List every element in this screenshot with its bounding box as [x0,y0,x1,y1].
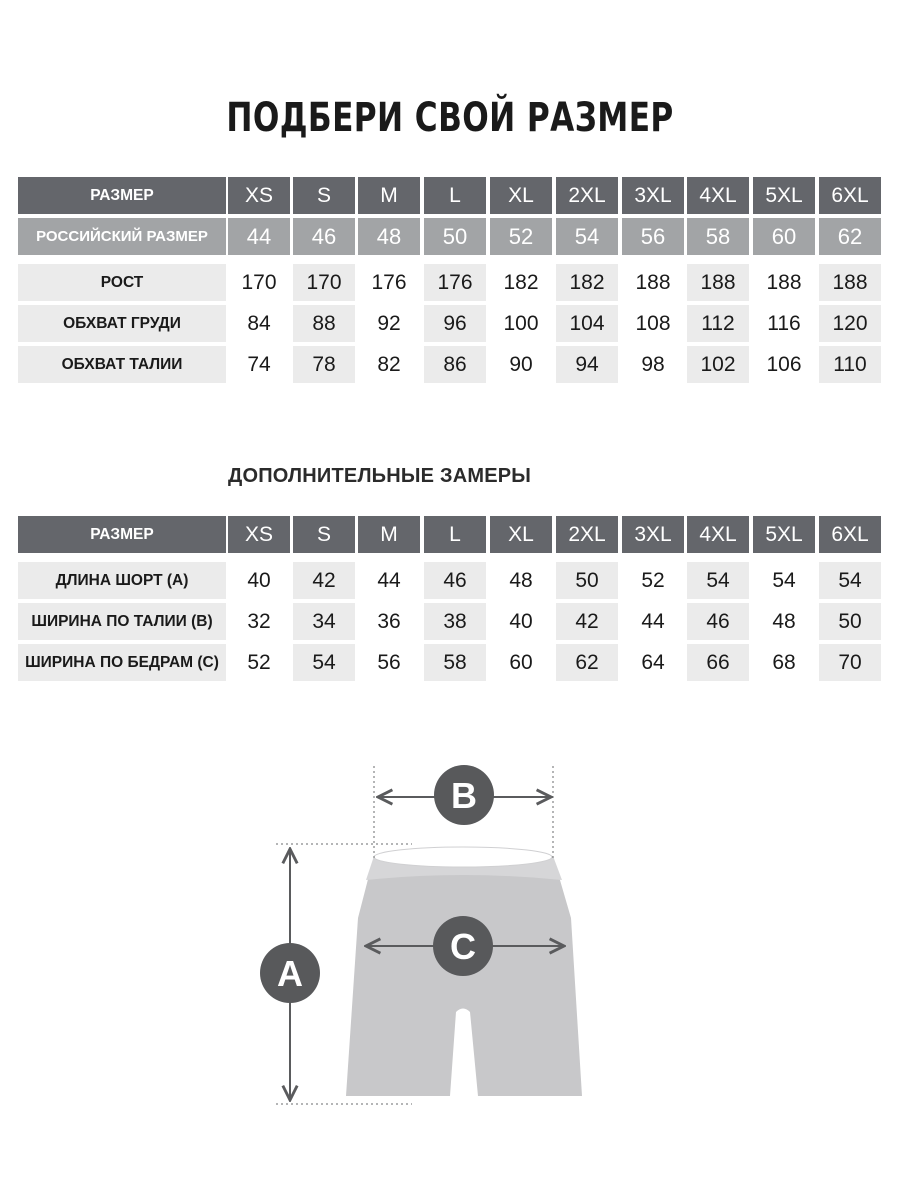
value-cell: 98 [641,353,665,376]
hip-width-row [18,644,884,685]
size-header-cell: 3XL [622,177,684,214]
russian-size-label: РОССИЙСКИЙ РАЗМЕР [18,218,226,255]
value-cell: 58 [424,644,486,681]
marker-c-label: C [450,926,476,967]
size-header-cell: XS [228,516,290,553]
value-cell: 38 [424,603,486,640]
value-cell: 170 [293,264,355,301]
page-title: ПОДБЕРИ СВОЙ РАЗМЕР [226,95,674,141]
value-cell: 44 [641,610,665,633]
value-cell: 56 [377,651,401,674]
value-cell: 54 [819,562,881,599]
value-cell: 78 [293,346,355,383]
value-cell: 176 [424,264,486,301]
height-row [18,264,884,305]
row-label: ОБХВАТ ТАЛИИ [18,346,226,383]
russian-size-cell: 56 [622,218,684,255]
row-label: ДЛИНА ШОРТ (А) [18,562,226,599]
russian-size-cell: 62 [819,218,881,255]
row-label: ШИРИНА ПО ТАЛИИ (В) [18,603,226,640]
chest-row [18,305,884,346]
russian-size-cell: 48 [358,218,420,255]
russian-size-cell: 46 [293,218,355,255]
value-cell: 60 [509,651,533,674]
value-cell: 54 [293,644,355,681]
russian-size-cell: 50 [424,218,486,255]
size-header-cell: L [424,516,486,553]
value-cell: 46 [687,603,749,640]
value-cell: 52 [641,569,665,592]
value-cell: 32 [247,610,271,633]
value-cell: 90 [509,353,533,376]
value-cell: 182 [503,271,539,294]
size-header-cell: 4XL [687,516,749,553]
value-cell: 48 [509,569,533,592]
size-header-cell: 6XL [819,516,881,553]
size-table-main [18,177,884,387]
value-cell: 182 [556,264,618,301]
value-cell: 84 [247,312,271,335]
value-cell: 120 [819,305,881,342]
section-subtitle: ДОПОЛНИТЕЛЬНЫЕ ЗАМЕРЫ [228,465,532,487]
value-cell: 104 [556,305,618,342]
size-header-cell: 6XL [819,177,881,214]
size-header-cell: S [293,516,355,553]
shorts-waist-opening [374,847,552,867]
value-cell: 88 [293,305,355,342]
value-cell: 86 [424,346,486,383]
value-cell: 112 [687,305,749,342]
value-cell: 46 [424,562,486,599]
shorts-length-row [18,562,884,603]
size-header-row [18,177,884,218]
value-cell: 102 [687,346,749,383]
size-header-row [18,516,884,557]
value-cell: 188 [766,271,802,294]
size-header-label: РАЗМЕР [18,177,226,214]
value-cell: 50 [819,603,881,640]
row-label: РОСТ [18,264,226,301]
value-cell: 96 [424,305,486,342]
value-cell: 108 [635,312,671,335]
size-header-cell: XL [490,177,552,214]
size-header-cell: 2XL [556,516,618,553]
marker-a-label: A [277,953,303,994]
size-header-cell: 3XL [622,516,684,553]
russian-size-cell: 52 [490,218,552,255]
value-cell: 44 [377,569,401,592]
value-cell: 40 [509,610,533,633]
russian-size-cell: 60 [753,218,815,255]
value-cell: 42 [556,603,618,640]
value-cell: 42 [293,562,355,599]
value-cell: 34 [293,603,355,640]
value-cell: 100 [503,312,539,335]
value-cell: 176 [371,271,407,294]
size-header-cell: S [293,177,355,214]
shorts-illustration [346,856,582,1096]
size-header-cell: XS [228,177,290,214]
value-cell: 54 [687,562,749,599]
value-cell: 70 [819,644,881,681]
row-label: ОБХВАТ ГРУДИ [18,305,226,342]
row-label: ШИРИНА ПО БЕДРАМ (С) [18,644,226,681]
value-cell: 54 [772,569,796,592]
value-cell: 52 [247,651,271,674]
marker-b-label: B [451,775,477,816]
shorts-measurement-diagram [0,740,900,1160]
value-cell: 94 [556,346,618,383]
size-header-cell: M [358,516,420,553]
size-header-cell: 5XL [753,177,815,214]
size-header-cell: 5XL [753,516,815,553]
value-cell: 106 [766,353,802,376]
value-cell: 188 [635,271,671,294]
waist-width-row [18,603,884,644]
value-cell: 64 [641,651,665,674]
size-header-cell: L [424,177,486,214]
value-cell: 66 [687,644,749,681]
value-cell: 116 [767,312,801,335]
size-header-cell: 4XL [687,177,749,214]
value-cell: 188 [687,264,749,301]
russian-size-cell: 58 [687,218,749,255]
value-cell: 68 [772,651,796,674]
size-table-extra [18,516,884,685]
size-header-cell: XL [490,516,552,553]
waist-row [18,346,884,387]
size-header-cell: 2XL [556,177,618,214]
size-header-cell: M [358,177,420,214]
value-cell: 36 [377,610,401,633]
value-cell: 170 [241,271,277,294]
value-cell: 40 [247,569,271,592]
value-cell: 50 [556,562,618,599]
value-cell: 74 [247,353,271,376]
value-cell: 82 [377,353,401,376]
russian-size-row [18,218,884,259]
value-cell: 62 [556,644,618,681]
value-cell: 92 [377,312,401,335]
value-cell: 48 [772,610,796,633]
russian-size-cell: 44 [228,218,290,255]
value-cell: 188 [819,264,881,301]
size-header-label: РАЗМЕР [18,516,226,553]
russian-size-cell: 54 [556,218,618,255]
value-cell: 110 [819,346,881,383]
